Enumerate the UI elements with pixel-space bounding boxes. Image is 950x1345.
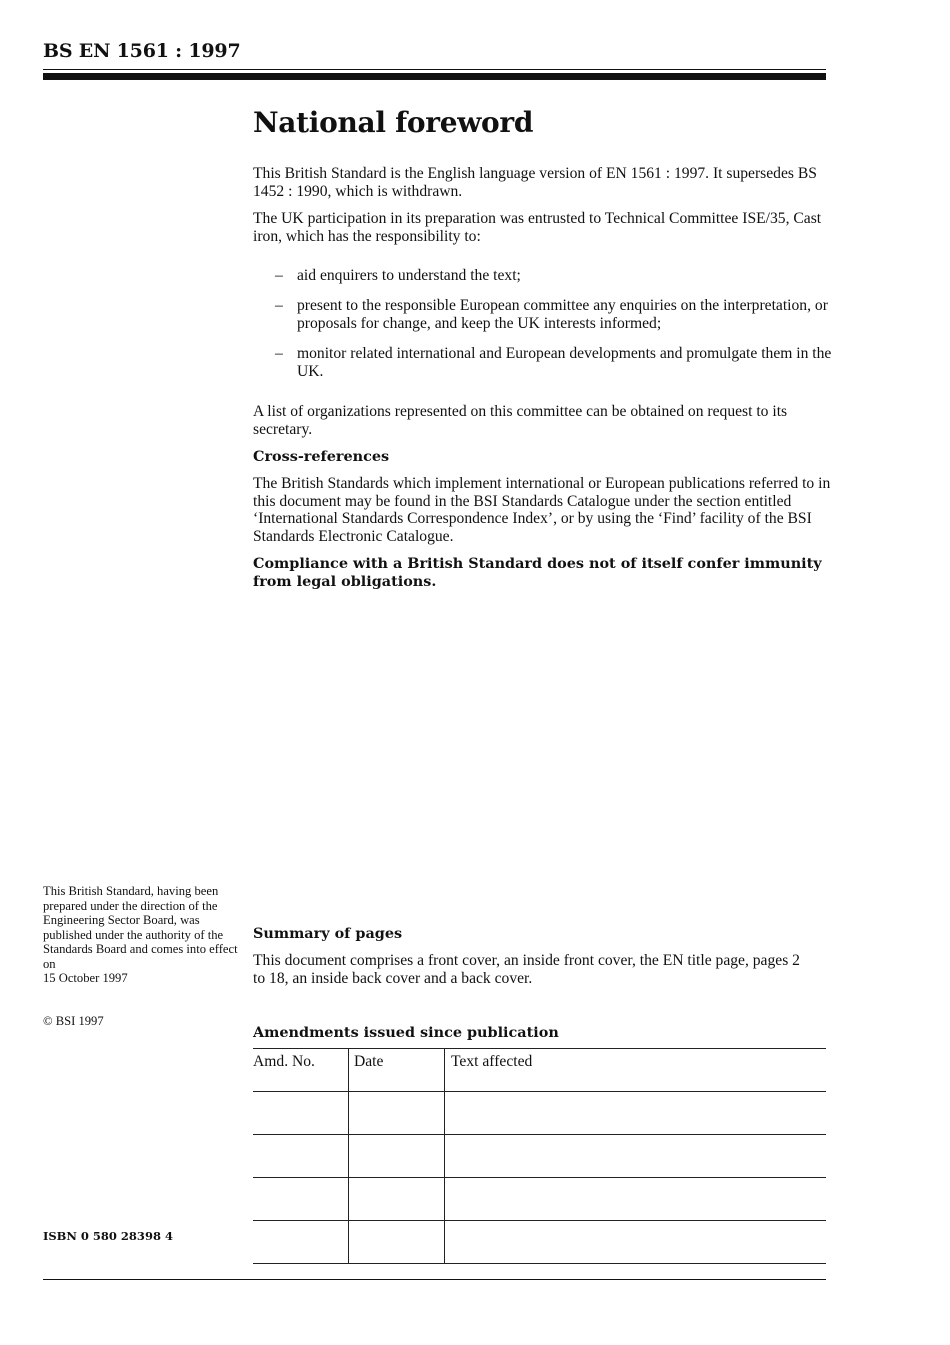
table-cell <box>349 1178 445 1221</box>
table-row <box>253 1178 826 1221</box>
cross-references-text: The British Standards which implement international or European publications referred to in this document may be found in the BSI Standards Catalogue under the section entitled ‘International Standards Correspondence Index’, or by using the ‘Find’ facility of the BSI Standards Electronic Catalogue. <box>253 475 831 545</box>
list-item-text: present to the responsible European committee any enquiries on the interpretation, or proposals for change, and keep the UK interests informed; <box>297 297 828 332</box>
intro-paragraph-2: The UK participation in its preparation was entrusted to Technical Committee ISE/35, Cast iron, which has the responsibility to: <box>253 210 822 245</box>
amendments-heading: Amendments issued since publication <box>253 1024 559 1041</box>
table-cell <box>445 1135 827 1178</box>
list-item-text: aid enquirers to understand the text; <box>297 267 521 284</box>
table-cell <box>253 1135 349 1178</box>
summary-heading: Summary of pages <box>253 925 403 942</box>
table-cell <box>445 1092 827 1135</box>
effective-date: 15 October 1997 <box>43 971 128 985</box>
table-row <box>253 1221 826 1264</box>
table-cell <box>253 1178 349 1221</box>
intro-paragraph-1: This British Standard is the English language version of EN 1561 : 1997. It supersedes BS 1452 : 1990, which is withdrawn. <box>253 165 817 200</box>
list-item <box>275 297 835 332</box>
table-cell <box>349 1135 445 1178</box>
summary-text: This document comprises a front cover, an inside front cover, the EN title page, pages 2 to 18, an inside back cover and a back cover. <box>253 952 800 987</box>
footer-rule <box>43 1279 826 1280</box>
column-header-date: Date <box>349 1049 445 1092</box>
list-item <box>275 267 835 285</box>
header-rule-thick <box>43 73 826 80</box>
copyright: © BSI 1997 <box>43 1014 104 1028</box>
publication-note <box>43 884 243 986</box>
amendments-table <box>253 1048 826 1264</box>
cross-references-heading: Cross-references <box>253 448 390 465</box>
table-header-row <box>253 1049 826 1092</box>
header-rule-thin <box>43 69 826 70</box>
committee-note: A list of organizations represented on this committee can be obtained on request to its secretary. <box>253 403 788 438</box>
publication-note-text: This British Standard, having been prepared under the direction of the Engineering Sector Board, was published under the authority of the Standards Board and comes into effect on <box>43 884 238 971</box>
list-item-text: monitor related international and European developments and promulgate them in the UK. <box>297 345 832 380</box>
bullet-dash: – <box>275 345 283 362</box>
standard-code: BS EN 1561 : 1997 <box>43 40 241 62</box>
list-item <box>275 345 835 380</box>
column-header-text-affected: Text affected <box>445 1049 827 1092</box>
table-cell <box>445 1221 827 1264</box>
compliance-statement: Compliance with a British Standard does not of itself confer immunity from legal obligations. <box>253 555 822 590</box>
table-cell <box>253 1221 349 1264</box>
table-cell <box>349 1092 445 1135</box>
column-header-amd-no: Amd. No. <box>253 1049 349 1092</box>
bullet-dash: – <box>275 297 283 314</box>
bullet-dash: – <box>275 267 283 284</box>
table-cell <box>445 1178 827 1221</box>
page-title: National foreword <box>253 106 534 139</box>
table-row <box>253 1135 826 1178</box>
table-cell <box>349 1221 445 1264</box>
table-cell <box>253 1092 349 1135</box>
isbn: ISBN 0 580 28398 4 <box>43 1229 173 1243</box>
table-row <box>253 1092 826 1135</box>
